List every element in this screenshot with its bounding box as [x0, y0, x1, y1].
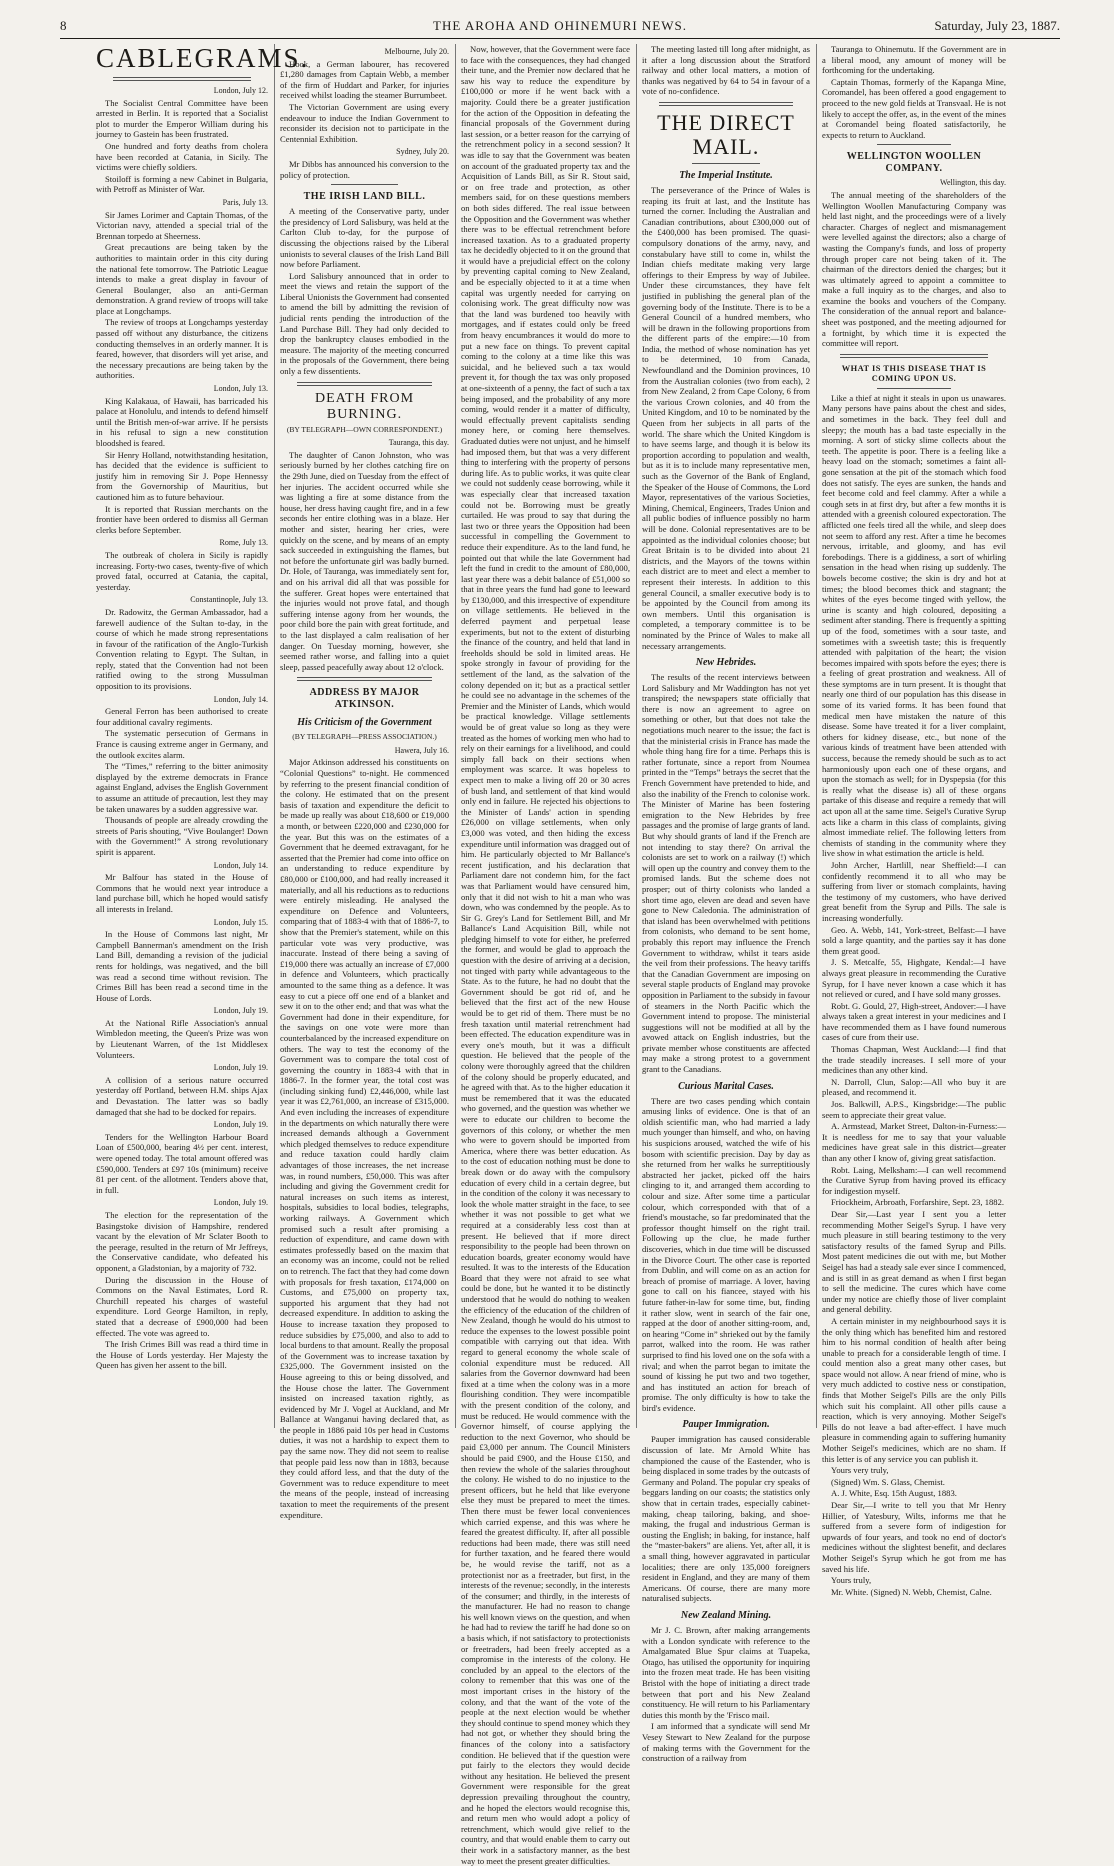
dateline: London, July 12.: [213, 86, 268, 95]
direct-mail-section-title: New Zealand Mining.: [680, 1609, 772, 1621]
dateline: London, July 19.: [213, 1120, 268, 1130]
advertisement-paragraph: Robt. Laing, Melksham:—I can well recommend the Curative Syrup from having proved its efficacy for indigestion myself.: [822, 1164, 1006, 1196]
advertisement-paragraph: Robt. G. Gould, 27, High-street, Andover:—I have always taken a great interest in your medicines and I have recommended them as I have found numerous cases of cure from their use.: [822, 1000, 1006, 1043]
woollen-paragraph: The annual meeting of the shareholders of the Wellington Woollen Manufacturing Company was held last night, and the proceedings were of a lively character. Charges of neglect and mismanagement were levelled against the directors; also a charge of wasting the Company's funds, and loss of property through proper care not being taken of it. The chairman of the directors denied the charges; but it was ultimately agreed to appoint a committee to make a full inquiry as to the charges, and also to examine the books and vouchers of the Company. The consideration of the annual report and balance-sheet was postponed, and the meeting adjourned for a fortnight, by which time it is expected the committee will report.: [822, 189, 1006, 349]
advertisement-paragraph: John Archer, Hartlill, near Sheffield:—I can confidently recommend it to all who may be suffering from liver or stomach complaints, having the testimony of my customers, who have derived great benefit from the Syrup and Pills. The sale is increasing wonderfully.: [822, 859, 1006, 923]
section-rule: [877, 144, 951, 145]
death-from-burning-heading: DEATH FROM BURNING.: [314, 390, 415, 422]
railway-paragraph: Tauranga to Ohinemutu. If the Government are in a liberal mood, any amount of money will be forthcoming for the undertaking.: [822, 44, 1006, 76]
woollen-company-heading: WELLINGTON WOOLLEN COMPANY.: [846, 151, 982, 175]
advertisement-paragraph: A. Armstead, Market Street, Dalton-in-Furness:—It is needless for me to say that your valuable medicines have great sale in this district—greater than any other I know of, giving great satisfaction.: [822, 1121, 1006, 1163]
atkinson-paragraph: Major Atkinson addressed his constituents on “Colonial Questions” to-night. He commenced by referring to the present financial condition of the colony. He estimated that on the present basis of taxation and expenditure the deficit to be made up really was about £18,600 or £19,000 a month, or between £220,000 and £230,000 for the year. But this was on the estimates of a Government that he deemed extravagant, for he asserted that the Premier had come into office on an understanding to reduce expenditure by £80,000 or £100,000, and had really increased it materially, and all his reductions as to reductions were entirely misleading. He analysed the expenditure on Defence and Volunteers, comparing that of 1883-4 with that of 1886-7, to show that the Premier's statement, while on this particular vote was very productive, was inaccurate. Instead of there being a saving of £19,000 there was actually an increase of £7,000 in defence and Volunteers, which practically amounted to the same thing as a defence. It was easy to cut a piece off one end of a blanket and sew it on to the other end; and that was what the Government had done in their expenditure, for the savings on one vote were more than counterbalanced by the increased expenditure on others. The way to test the economy of the Government was to compare the total cost of governing the country in 1883-4 with that in 1886-7. In the former year, the total cost was (including sinking fund) £2,446,000, while last year it was £2,761,000, an increase of £315,000. And even including the increases of expenditure in the departments on which naturally there were increased demands although a Government which pledged themselves to reduce expenditure and reduce taxation could hardly claim advantages of those increases, the net increase was, in round numbers, £50,000. This was after including and giving the Government credit for natural increases on such items as interest, hospitals, subsidies to local bodies, telegraphs, working railways. A Government which promised such a result after promising a reduction of expenditure, and came down with estimates professedly based on the maxim that an economy was an income, could not be relied on to retrench. The fact that they had come down with proposals for fresh taxation, £174,000 on Customs, and £75,000 on property tax, supported his argument that they had not decreased expenditure. In addition to asking the House to increase taxation they proposed to reduce subsidies by £75,000, and also to add to local burdens to that amount. Really the proposal of the Government was to increase taxation by £325,000. The Government insisted on the House agreeing to this or being dissolved, and the House chose the latter. The Government insisted on increased taxation rightly, as evidenced by Mr J. Vogel at Auckland, and Mr Ballance at Wanganui having declared that, as the people in 1886 paid 10s per head in Customs duties, it was not a hardship to expect them to pay the same now. They did not seem to realise that people paid less now than in 1883, because they could afford less, and that the duty of the Government was to reduce expenditure to meet the means of the people, instead of increasing taxation to meet the requirements of the present expenditure.: [280, 757, 449, 1520]
direct-mail-section-title: New Hebrides.: [695, 657, 757, 669]
column-cablegrams: [96, 43, 310, 1428]
advertisement-paragraph: Dear Sir,—Last year I sent you a letter recommending Mother Seigel's Syrup. I have very much pleasure in still bearing testimony to the very satisfactory results of the famed Syrup and Pills. Most patent medicines die out with me, but Mother Seigel has had a steady sale ever since I commenced, and is still in as great demand as when I first began to sell the medicine. The cures which have come under my notice are chiefly those of liver complaint and general debility.: [822, 1208, 1006, 1315]
section-rule: [692, 163, 759, 164]
cablegram-item: Sir Henry Holland, notwithstanding hesitation, has decided that the evidence is sufficient to justify him in removing Sir J. Pope Hennessy from the Governorship of Mauritius, but cautioned him as to future behaviour.: [96, 449, 268, 502]
section-rule: [877, 388, 951, 389]
advertisement-paragraph: (Signed) Wm. S. Glass, Chemist.: [831, 1476, 945, 1487]
irish-land-bill-heading: THE IRISH LAND BILL.: [303, 191, 426, 203]
cablegram-item: General Ferron has been authorised to create four additional cavalry regiments.: [96, 706, 268, 727]
dateline: London, July 13.: [213, 384, 268, 394]
cablegram-item: A collision of a serious nature occurred yesterday off Portland, between H.M. ships Ajax and Devastation. The latter was so badly damaged that she had to be docked for repairs.: [96, 1074, 268, 1117]
advertisement-paragraph: Friockheim, Arbroath, Forfarshire, Sept. 23, 1882.: [831, 1197, 1005, 1208]
news-item: Mr Dibbs has announced his conversion to the policy of protection.: [280, 158, 449, 180]
dateline: Hawera, July 16.: [394, 745, 449, 755]
dateline: Wellington, this day.: [940, 178, 1006, 188]
dateline: London, July 19.: [213, 1006, 268, 1016]
cablegram-item: In the House of Commons last night, Mr Campbell Bannerman's amendment on the Irish Land Bill, demanding a revision of the judicial rents for holdings, was negatived, and the bill was read a second time without revision. The Crimes Bill has been read a second time in the House of Lords.: [96, 929, 268, 1003]
cablegram-item: Tenders for the Wellington Harbour Board Loan of £500,000, bearing 4½ per cent. interest, were opened today. The total amount offered was £590,000. Tenders at £97 10s (minimum) receive 81 per cent. of the allotment. Tenders above that, in full.: [96, 1131, 268, 1195]
issue-date: Saturday, July 23, 1887.: [934, 18, 1060, 33]
cablegram-item: Great precautions are being taken by the authorities to maintain order in this city during the national fete tomorrow. The Patriotic League intends to make a great display in favour of General Boulanger, also an anti-German demonstration. A grand review of troops will take place at Longchamps.: [96, 242, 268, 316]
column-three: [461, 44, 630, 1866]
advertisement-paragraph: Yours truly,: [831, 1575, 872, 1586]
direct-mail-paragraph: There are two cases pending which contain amusing links of evidence. One is that of an oldish scientific man, who had married a lady much younger than himself, and who, on having his suspicions aroused, watched the wife of his bosom with scientific precision. Day by day as she returned from her walks he surreptitiously abstracted her jacket, picked off the hairs clinging to it, and arranged them according to colour and size. After some time a particular colour, which corresponded with that of a friend's moustache, so far predominated that the professor thought himself on the right trail. Following up the clue, he made further discoveries, which in due time will be discussed in the Divorce Court. The other case is reported from Dublin, and will come on as an action for breach of promise of marriage. A lover, having gone to call on his fiancee, stayed with his future father-in-law for some time, but, finding it rather slow, went in search of the fair one, rapped at the door of another sitting-room, and, on hearing “Come in” shrieked out by the family parrot, walked into the room. He was rather surprised to find his loved one on the sofa with a rival; and when the parrot began to imitate the sound of kissing he put two and two together, and has instituted an action for breach of promise. The only difficulty is how to take the bird's evidence.: [642, 1095, 811, 1413]
dateline: London, July 19.: [213, 1198, 268, 1208]
advertisement-paragraph: N. Darroll, Clun, Salop:—All who buy it are pleased, and recommend it.: [822, 1076, 1006, 1098]
cablegram-item: The Irish Crimes Bill was read a third time in the House of Lords yesterday. Her Majesty the Queen has given her assent to the bill.: [96, 1339, 268, 1371]
advertisement-paragraph: Dear Sir,—I write to tell you that Mr Henry Hillier, of Yatesbury, Wilts, informs me that he suffered from a severe form of indigestion for upwards of four years, and took no end of doctor's medicines without the slightest benefit, and declares Mother Seigel's Syrup which he got from me has saved his life.: [822, 1500, 1006, 1574]
cablegram-item: At the National Rifle Association's annual Wimbledon meeting, the Queen's Prize was won by Lieutenant Warren, of the 1st Middlesex Volunteers.: [96, 1017, 268, 1060]
kapanga-paragraph: Captain Thomas, formerly of the Kapanga Mine, Coromandel, has been offered a good engagement to proceed to the new gold fields at Transvaal. He is not likely to accept the offer, as, in the event of the mines at Coromandel being floated satisfactorily, he expects to return to Auckland.: [822, 76, 1006, 140]
dateline: Tauranga, this day.: [388, 438, 449, 448]
dateline: London, July 14.: [213, 694, 268, 704]
cablegram-item: One hundred and forty deaths from cholera have been recorded at Catania, in Sicily. The victims were chiefly soldiers.: [96, 140, 268, 173]
advertisement-paragraph: Jos. Balkwill, A.P.S., Kingsbridge:—The public seem to appreciate their great value.: [822, 1099, 1006, 1120]
news-item: The Victorian Government are using every endeavour to induce the Indian Government to reconsider its decision not to participate in the Centennial Exhibition.: [280, 101, 449, 144]
column-two: [280, 44, 449, 1520]
cablegram-item: Stoiloff is forming a new Cabinet in Bulgaria, with Petroff as Minister of War.: [96, 173, 268, 195]
cablegram-item: It is reported that Russian merchants on the frontier have been ordered to dismiss all German clerks before September.: [96, 503, 268, 535]
advertisement-paragraph: A certain minister in my neighbourhood says it is the only thing which has benefited him and restored him to his normal condition of health after being unable to preach for a considerable length of time. I could mention also a great many other cases, but space would not allow. A near friend of mine, who is very much addicted to costive ness or constipation, finds that Mother Seigel's Pills are the only Pills which suit his complaint. All other pills cause a reaction, which is very annoying. Mother Seigel's Pills do not leave a bad after-effect. I have much pleasure in commending again to suffering humanity Mother Seigel's medicines, which are no sham. If this letter is of any service you can publish it.: [822, 1315, 1006, 1464]
advertisement-paragraph: J. S. Metcalfe, 55, Highgate, Kendal:—I have always great pleasure in recommending the Curative Syrup, for I have never known a case which it has not relieved or cured, and I have sold many grosses.: [822, 957, 1006, 1000]
advertisement-paragraph: Geo. A. Webb, 141, York-street, Belfast:—I have sold a large quantity, and the parties say it has done them great good.: [822, 924, 1006, 956]
death-subheading: (BY TELEGRAPH—OWN CORRESPONDENT.): [286, 424, 443, 434]
direct-mail-paragraph: Pauper immigration has caused considerable discussion of late. Mr Arnold White has championed the cause of the Eastender, who is being displaced in some trades by the outcasts of Germany and Poland. The popular cry speaks of beggars landing on our coasts; the statistics only show that in certain trades, especially cabinet-making, cheap tailoring, baking, and shoe-making, the frugal and industrious German is ousting the English; in baking, for instance, half the “master-bakers” are aliens. Yet, after all, it is a small thing, however aggravated in particular localities; there are only 135,000 foreigners resident in England, and they are many of them Americans. Of course, there are many more naturalised subjects.: [642, 1434, 811, 1604]
newspaper-title: THE AROHA AND OHINEMURI NEWS.: [433, 18, 687, 33]
cablegrams-heading: CABLEGRAMS.: [96, 43, 310, 73]
cablegram-item: Dr. Radowitz, the German Ambassador, had a farewell audience of the Sultan to-day, in the course of which he made strong representations in favour of the ratification of the Anglo-Turkish Convention relating to Egypt. The Sultan, in reply, stated that the Convention had not been ratified owing to the strong Mussulman opposition to its provisions.: [96, 606, 268, 692]
cablegram-item: The “Times,” referring to the bitter animosity displayed by the extreme democrats in France against England, advises the English Government to assume an attitude of precaution, lest they may be taken unawares by a sudden aggressive war.: [96, 761, 268, 814]
column-direct-mail: [642, 44, 811, 1764]
meeting-paragraph: The meeting lasted till long after midnight, as it after a long discussion about the Stratford railway and other local matters, a motion of thanks was negatived by 64 to 54 in favour of a vote of no-confidence.: [642, 44, 810, 97]
direct-mail-paragraph: I am informed that a syndicate will send Mr Vesey Stewart to New Zealand for the purpose of making terms with the Government for the construction of a railway from: [642, 1721, 810, 1764]
cablegram-item: King Kalakaua, of Hawaii, has barricaded his palace at Honolulu, and intends to defend himself until the British men-of-war arrive. If he persists in his refusal to sign a new constitution bloodshed is feared.: [96, 395, 268, 448]
advertisement-paragraph: Mr. White. (Signed) N. Webb, Chemist, Calne.: [831, 1586, 992, 1597]
irish-paragraph: Lord Salisbury announced that in order to meet the views and retain the support of the Liberal Unionists the Government had consented to amend the bill by admitting the revision of judicial rents pending the introduction of the Land Purchase Bill. They had only decided to drop the bankruptcy clauses embodied in the measure. The majority of the meeting concurred in the proposals of the Government, there being only a few dissentients.: [280, 270, 449, 377]
section-rule: [297, 677, 432, 681]
section-rule: [659, 102, 793, 106]
column-five: [822, 44, 1006, 1597]
dateline: Paris, July 13.: [222, 197, 268, 207]
cablegram-item: The systematic persecution of Germans in France is causing extreme anger in Germany, and the outlook excites alarm.: [96, 728, 268, 760]
masthead-rule: [60, 38, 1060, 39]
section-rule: [840, 354, 987, 358]
dateline: Constantinople, July 13.: [190, 595, 268, 605]
advertisement-paragraph: Thomas Chapman, West Auckland:—I find that the trade steadily increases. I sell more of your medicines than any other kind.: [822, 1044, 1006, 1076]
direct-mail-paragraph: Mr J. C. Brown, after making arrangements with a London syndicate with reference to the Amalgamated Blue Spur claims at Tuapeka, Otago, has utilised the opportunity for inquiring into the frozen meat trade. He has been visiting Bristol with the hope of initiating a direct trade between that port and his New Zealand constituency. He will return to his Parliamentary duties this month by the 'Frisco mail.: [642, 1624, 810, 1720]
direct-mail-section-title: Curious Marital Cases.: [678, 1080, 774, 1092]
advertisement-paragraph: Yours very truly,: [831, 1465, 889, 1476]
column-rule: [636, 44, 637, 1428]
direct-mail-paragraph: The perseverance of the Prince of Wales is reaping its fruit at last, and the Institute has turned the corner. Including the Australian and Canadian contributions, about £300,000 out of the £400,000 has been promised. The quasi-compulsory donations of the army, navy, and constabulary have still to come in, whilst the Indian chiefs meditate making very large offerings to their Empress by way of Jubilee. Under these circumstances, they have felt justified in publishing the general plan of the governing body of the Institute. There is to be a General Council of a hundred members, who will be drawn in the following proportions from the different parts of the empire:—10 from India, the method of whose nomination has yet to be determined, 10 from Canada, Newfoundland and the Dominion provinces, 10 from the Australian colonies (two from each), 2 from New Zealand, 2 from Cape Colony, 6 from the various Crown colonies, and 40 from the United Kingdom, and 10 to be nominated by the Queen from her subjects in all parts of the world. The share which the United Kingdom is to have seems large, and though it is below its proportion according to population and wealth, but as it is to include many representative men, such as the Governor of the Bank of England, the Speaker of the House of Commons, the Lord Mayor, representatives of the various Societies, Mining, Chemical, Engineers, Trades Union and all public bodies of influence possibly no harm will be done. Colonial representatives are to be appointed as the individual colonies choose; but Great Britain is to be divided into about 21 districts, and the Mayors of the towns within each district are to meet and elect a member to represent their interests. In addition to this general Council, a smaller executive body is to be appointed by the Council from among its own members. Until this organisation is completed, a temporary committee is to be nominated by the Prince of Wales to make all necessary arrangements.: [642, 184, 810, 651]
dateline: London, July 15.: [213, 917, 268, 927]
news-item: Hook, a German labourer, has recovered £1,280 damages from Captain Webb, a member of the firm of Huddart and Parker, for injuries received whilst loading the steamer Burrumbeet.: [280, 58, 449, 101]
direct-mail-section-title: Pauper Immigration.: [682, 1419, 770, 1431]
irish-paragraph: A meeting of the Conservative party, under the presidency of Lord Salisbury, was held at the Carlton Club to-day, for the purpose of discussing the objections raised by the Liberal unionists to several clauses of the Irish Land Bill now before Parliament.: [280, 206, 449, 270]
column-rule: [274, 44, 275, 1428]
advertisement-paragraph: A. J. White, Esq. 15th August, 1883.: [831, 1488, 957, 1499]
dateline: Melbourne, July 20.: [384, 47, 449, 56]
dateline: London, July 14.: [213, 860, 268, 870]
cablegram-item: The review of troops at Longchamps yesterday passed off without any disturbance, the citizens conducting themselves in an orderly manner. It is feared, however, that disorders will yet arise, and the necessary precautions are being taken by the authorities.: [96, 317, 268, 381]
dateline: Rome, July 13.: [219, 538, 268, 548]
cablegram-item: The election for the representation of the Basingstoke division of Hampshire, rendered vacant by the elevation of Mr Sclater Booth to the peerage, resulted in the return of Mr Jeffreys, the Conservative candidate, who defeated his opponent, a Gladstonian, by a majority of 732.: [96, 1209, 268, 1273]
cablegram-item: Mr Balfour has stated in the House of Commons that he would next year introduce a land purchase bill, which he hoped would satisfy all interests in Ireland.: [96, 872, 268, 914]
cablegram-item: The outbreak of cholera in Sicily is rapidly increasing. Forty-two cases, twenty-five of which proved fatal, occurred at Catania, the capital, yesterday.: [96, 549, 268, 592]
death-paragraph: The daughter of Canon Johnston, who was seriously burned by her clothes catching fire on the 29th June, died on Tuesday from the effect of her injuries. The accident occurred while she was lighting a fire at some distance from the house, her dress having caught fire, and in a few seconds her entire clothing was in a blaze. Her mother and sister, hearing her cries, were quickly on the scene, and by means of an empty sack succeeded in extinguishing the flames, but not before the unfortunate girl was badly burned. Dr. Hole, of Tauranga, was immediately sent for, and on his arrival did all that was possible for the sufferer. Great hopes were entertained that the injuries would not prove fatal, and though suffering intense agony from her wounds, the poor child bore the pain with great fortitude, and to the last displayed a calm realisation of her danger. On Tuesday morning, however, she seemed rather worse, and falling into a quiet sleep, passed peacefully away about 12 o'clock.: [280, 449, 449, 672]
column-rule: [455, 44, 456, 1428]
disease-heading: WHAT IS THIS DISEASE THAT IS COMING UPON US.: [841, 363, 987, 383]
direct-mail-paragraph: The results of the recent interviews between Lord Salisbury and Mr Waddington has not yet transpired; the newspapers state officially that there is now an agreement to agree on something or other, but that does not take the negotiations much nearer to the issue; the fact is that the ministerial crisis in France has made the whole thing hang fire for a time. Perhaps this is rather fortunate, since a report from Noumea printed in the “Temps” betrays the secret that the French Government have pretended to hide, and also the inability of the French to colonise work. The Minister of Marine has been fostering emigration to the New Hebrides by free passages and the promise of large grants of land. But why should grants of land if the French are not intending to stay there? On arrival the colonists are set to work on a railway (!) which will open up the country and convey them to the promised lands. But the scheme does not prosper; out of thirty colonists who landed a short time ago, eleven are dead and seven have gone to New Caledonia. The administration of that island has been overwhelmed with petitions from colonists, who demand to be sent home, probably this report may influence the French Government to withdraw, whilst it tears aside the veil from their professions. The heavy tariffs that the Canadian Government are imposing on several staple products of England may provoke opposition in Parliament to the subsidy in favour of steamers in the North Pacific which the Government intend to propose. The ministerial suggestions will not be modified at all by the avowed attack on English industries, but the private member whose constituents are affected may make a strong protest to a government grant to the Canadians.: [642, 672, 810, 1075]
masthead: [60, 18, 1060, 38]
cablegram-item: Sir James Lorimer and Captain Thomas, of the Victorian navy, attended a special trial of the Brennan torpedo at Sheerness.: [96, 209, 268, 241]
cablegram-item: The Socialist Central Committee have been arrested in Berlin. It is reported that a Socialist plot to murder the Emperor William during his journey to Gastein has been frustrated.: [96, 97, 268, 140]
column-rule: [816, 44, 817, 1428]
atkinson-source: (BY TELEGRAPH—PRESS ASSOCIATION.): [292, 732, 437, 742]
cablegram-item: During the discussion in the House of Commons on the Naval Estimates, Lord R. Churchill repeated his charges of wasteful expenditure. Lord George Hamilton, in reply, stated that a decrease of £900,000 had been effected. The vote was agreed to.: [96, 1274, 268, 1338]
dateline: London, July 19.: [213, 1063, 268, 1073]
heading-rule: [113, 77, 251, 81]
atkinson-subheading: His Criticism of the Government: [297, 717, 432, 729]
direct-mail-heading: THE DIRECT MAIL.: [657, 109, 795, 159]
atkinson-heading: ADDRESS BY MAJOR ATKINSON.: [309, 687, 420, 711]
section-rule: [297, 382, 432, 386]
speech-paragraph: Now, however, that the Government were face to face with the consequences, they had changed their tune, and the Premier now declared that he saw his way to reduce the expenditure by £100,000 or more if he went back with a majority. Could there be a greater justification for the action of the Opposition in defeating the financial proposals of the Government during last session, or a better reason for the carrying of the retrenchment policy in a second session? It was idle to say that the Government was beaten on account of the graduated property tax and the Acquisition of Lands Bill, as Sir R. Stout said, or on free trade and protection, as other members said, for on these questions members on both sides differed. The real issue between the Opposition and the Government was whether there was to be effectual retrenchment before increased taxation. As to a graduated property tax he decidedly objected to it on the ground that it would have a prejudicial effect on the colony by preventing capital coming to New Zealand, and be especially objected to it at a time when capital was urgently needed for carrying on colonising work. The great difficulty now was that the land was burdened too heavily with mortgages, and if estates could only be freed from heavy encumbrances it would do more to put a new face on things. To prevent capital coming to the colony at a time like this was suicidal, and he believed such a tax would prevent it, for though the tax was only proposed at one-sixteenth of a penny, the fact of such a tax being imposed, and the probability of any more coming, would render it a matter of difficulty, would effectually prevent capitalists sending money here, or coming here themselves. Graduated duties were not unjust, and he himself had imposed them, but that was a very different thing to interfering with the property of persons during life. As to public works, it was quite clear we could not suddenly cease borrowing, while it was especially clear that increased taxation could not be. Borrowing must be greatly curtailed. He was proud to say that during the last two or three years the Opposition had been successful in compelling the Government to reduce their expenditure. As to the land fund, he pointed out that while the late Government had left the fund in credit to the amount of £80,000, last year there was a debit balance of £51,000 so that in three years the fund had gone to leeward by £130,000, and this irrespective of expenditure on village settlements. He believed in the deferred payment and perpetual lease experiments, but not to the extent of disturbing the finance of the country, and held that land in freeholds should be sold in limited areas. He spoke strongly in favour of providing for the settlement of the land, as the salvation of the colony depended on it; but as a practical settler he could see no advantage in the schemes of the Premier and the Minister of Lands, which would be practical knowledge. Village settlements would be of great value so long as they were treated as the homes of working men who had to rely on their earnings for a livelihood, and could simply fall back on their sections when employment was scarce. It was hopeless to expect men to make a living off 20 or 30 acres of bush land, and settlement of that kind would only end in failure. He rejected his objections to the Minister of Lands' action in spending £26,000 on village settlements, when only £3,000 was voted, and then hiding the excess expenditure until information was dragged out of him. He particularly objected to Mr Ballance's recent justification, and his declaration that Parliament dare not condemn him, for the fact was that Parliament would have censured him, only that it did not wish to hit a man who was down, who was condemned by the people. As to Sir G. Grey's Land for Settlement Bill, and Mr Ballance's Land Acquisition Bill, while not pledging himself to vote for either, he preferred the former, and would be glad to approach the question with the desire of arriving at a decision, not tinged with party while advantageous to the State. As to the future, he had no doubt that the Government should be got rid of, and he believed that the first act of the new House would be to get rid of them. There must be no fresh taxation until material retrenchment had been effected. The education expenditure was in every one's mouth, but it was a difficult question. He believed that the people of the colony were thoroughly agreed that the children of the colony should be properly educated, and he agreed with that. As to the higher education it must be remembered that it was the educated who governed, and the question was whether we were to educate our children to become the governors of this colony, or whether the men who were to govern should be imported from America, where there was better education. As to the cost of education nothing must be done to break down or do away with the compulsory education of every child in a certain degree, but in the condition of the colony it was necessary to look the whole matter straight in the face, to see whether it was not possible to get what we required at a considerably less cost than at present. He believed that if more direct responsibility to the people had been thrown on education boards, greater economy would have resulted. It was to the interests of the Education Board that they were not afraid to see what could be done, but he wanted it to be distinctly understood that he would do nothing to weaken the efficiency of the education of the children of New Zealand, though he would do his utmost to reduce the expenses to the lowest possible point compatible with carrying out that idea. With regard to general economy the whole scale of colonial expenditure must be reduced. All salaries from the Governor downward had been fixed at a time when the colony was in a more flourishing condition. They were incompatible with the present condition of the colony, and must be reduced. He would commence with the Governor himself, of course applying the reduction to the next Governor, who should be paid £3,000 per annum. The Council Ministers should be paid £900, and the House £150, and then review the whole of the salaries throughout the colony. He wished to do no injustice to the present officers, but he held that like everyone else they must be prepared to meet the times. Then there must be fewer local conveniences which carried expense, and this was where he feared the greatest difficulty. If, after all possible reductions had been made, there was still need for further taxation, and he feared there would be, he would revise the tariff, not as a protectionist nor as a freetrader, but first, in the interests of the revenue; secondly, in the interests of the consumer; and thirdly, in the interests of the manufacturer. He had no reason to change his well known views on the question, and when he had had to review the tariff he had done so on a basis which, if not satisfactory to protectionists or freetraders, had been freely accepted as a compromise in the interests of the colony. He concluded by an appeal to the electors of the colony to remember that this was one of the most important crises in the history of the colony, and that the want of the vote of the people at the next election would be whether they should continue to spend money which they had not got, or whether they should bring the finances of the colony into a satisfactory condition. He believed that if the question were put fairly to the electors they would decide without any hesitation. He believed the present Government were responsible for the great depression prevailing throughout the country, and he hoped the electors would recognise this, and return men who would adopt a policy of retrenchment, which would give relief to the country, and that would enable them to carry out their work in a satisfactory manner, as the best way to meet the present greater difficulties.: [461, 44, 630, 1866]
section-rule: [331, 184, 399, 185]
dateline: Sydney, July 20.: [396, 147, 449, 157]
direct-mail-section-title: The Imperial Institute.: [679, 169, 773, 181]
page-number: 8: [60, 18, 67, 33]
advertisement-paragraph: Like a thief at night it steals in upon us unawares. Many persons have pains about the chest and sides, and sometimes in the back. They feel dull and sleepy; the mouth has a bad taste especially in the morning. A sort of sticky slime collects about the teeth. The appetite is poor. There is a feeling like a heavy load on the stomach; sometimes a faint all-gone sensation at the pit of the stomach which food does not satisfy. The eyes are sunken, the hands and feet become cold and feel clammy. After a while a cough sets in at first dry, but after a few months it is attended with a greenish coloured expectoration. The afflicted one feels tired all the while, and sleep does not seem to afford any rest. After a time he becomes nervous, irritable, and gloomy, and has evil forebodings. There is a giddiness, a sort of whirling sensation in the head when rising up suddenly. The bowels become costive; the skin is dry and hot at times; the blood becomes thick and stagnant; the whites of the eyes become tinged with yellow, the urine is scanty and high coloured, depositing a sediment after standing. There is frequently a spitting up of the food, sometimes with a sour taste, and sometimes with a sweetish taste; this is frequently attended with palpitation of the heart; the vision becomes impaired with spots before the eyes; there is a feeling of great prostration and weakness. All of these symptoms are in turn present. It is thought that nearly one third of our population has this disease in some of its varied forms. It has been found that medical men have mistaken the nature of this disease. Some have treated it for a liver complaint, others for kidney disease, etc., but none of the various kinds of treatment have been attended with success, because the remedy should be such as to act harmoniously upon each one of these organs, and upon the stomach as well; for in Dyspepsia (for this is really what the disease is) all of these organs partake of this disease and require a remedy that will act upon all at the same time. Seigel's Curative Syrup acts like a charm in this class of complaints, giving almost immediate relief. The following letters from chemists of standing in the community where they live show in what estimation the article is held.: [822, 392, 1006, 859]
cablegram-item: Thousands of people are already crowding the streets of Paris shouting, “Vive Boulanger! Down with the Government!” A strong revolutionary spirit is apparent.: [96, 815, 268, 857]
